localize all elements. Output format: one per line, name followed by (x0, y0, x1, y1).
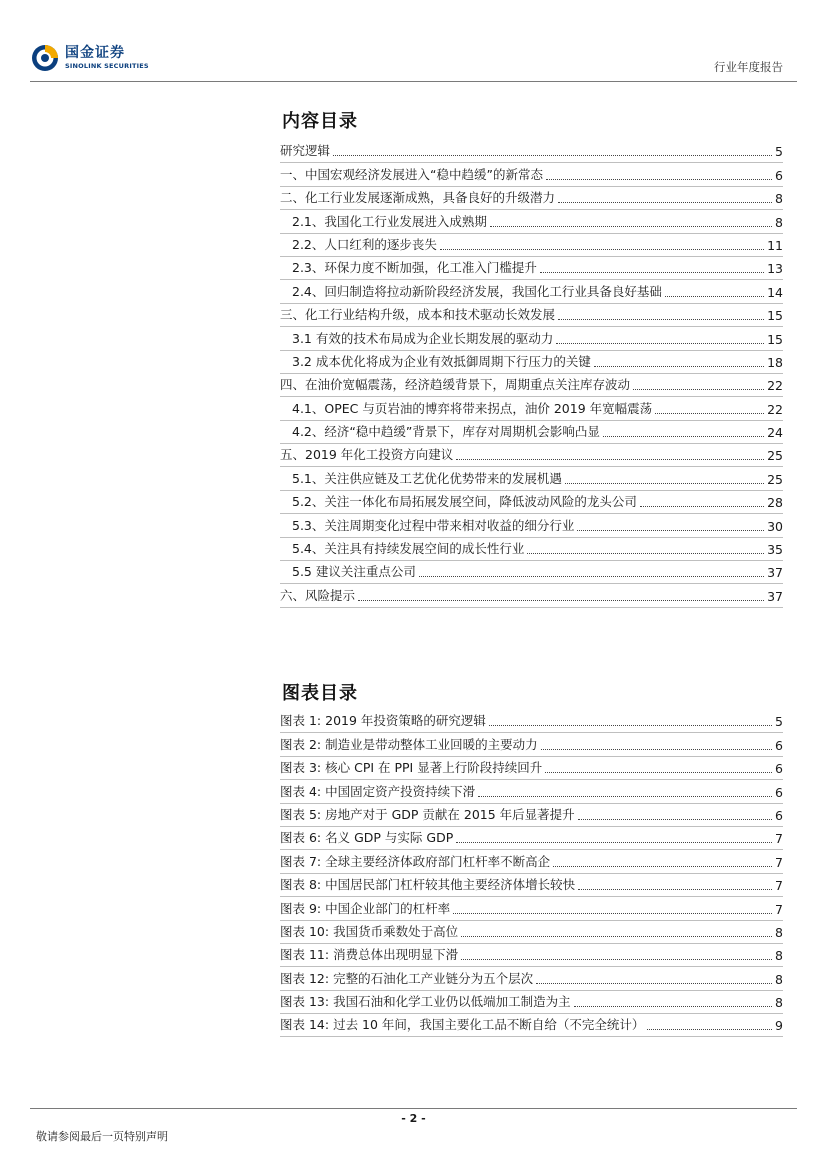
page-number: - 2 - (401, 1112, 426, 1125)
toc-entry-label: 2.1、我国化工行业发展进入成熟期 (292, 213, 487, 229)
dot-leader (545, 772, 772, 773)
toc-entry-label: 研究逻辑 (280, 143, 331, 159)
dot-leader (461, 936, 772, 937)
toc-entry-label: 4.2、经济“稳中趋缓”背景下，库存对周期机会影响凸显 (292, 424, 600, 440)
dot-leader (603, 436, 764, 437)
figure-entry-label: 图表 2: 制造业是带动整体工业回暖的主要动力 (280, 736, 538, 752)
contents-list (280, 140, 783, 608)
figure-entry[interactable] (280, 897, 783, 920)
dot-leader (456, 459, 764, 460)
figure-entry-page: 7 (775, 854, 783, 870)
figure-entry-label: 图表 11: 消费总体出现明显下滑 (280, 947, 459, 963)
dot-leader (536, 983, 772, 984)
figure-entry-page: 5 (775, 714, 783, 730)
figure-entry-label: 图表 14: 过去 10 年间，我国主要化工品不断自给（不完全统计） (280, 1017, 645, 1033)
figure-entry-label: 图表 7: 全球主要经济体政府部门杠杆率不断高企 (280, 853, 551, 869)
toc-entry-page: 35 (767, 542, 783, 558)
toc-entry-page: 28 (767, 495, 783, 511)
figure-entry-label: 图表 12: 完整的石油化工产业链分为五个层次 (280, 970, 534, 986)
dot-leader (647, 1029, 772, 1030)
figure-entry[interactable] (280, 780, 783, 803)
dot-leader (558, 319, 764, 320)
toc-entry-label: 六、风险提示 (280, 587, 356, 603)
figure-entry-page: 6 (775, 807, 783, 823)
figures-list (280, 710, 783, 1037)
toc-entry[interactable] (280, 538, 783, 561)
dot-leader (578, 889, 772, 890)
report-type-label: 行业年度报告 (714, 60, 783, 74)
toc-entry-label: 5.1、关注供应链及工艺优化优势带来的发展机遇 (292, 470, 562, 486)
dot-leader (594, 366, 764, 367)
dot-leader (577, 530, 764, 531)
figure-entry-page: 7 (775, 878, 783, 894)
dot-leader (556, 343, 764, 344)
figure-entry[interactable] (280, 850, 783, 873)
toc-entry[interactable] (280, 421, 783, 444)
toc-entry-label: 四、在油价宽幅震荡，经济趋缓背景下，周期重点关注库存波动 (280, 377, 631, 393)
toc-entry-page: 22 (767, 401, 783, 417)
toc-entry-page: 37 (767, 588, 783, 604)
toc-entry-page: 25 (767, 471, 783, 487)
toc-entry[interactable] (280, 467, 783, 490)
toc-entry-page: 24 (767, 425, 783, 441)
toc-entry-label: 5.2、关注一体化布局拓展发展空间，降低波动风险的龙头公司 (292, 494, 637, 510)
toc-entry-label: 一、中国宏观经济发展进入“稳中趋缓”的新常态 (280, 166, 543, 182)
toc-entry-page: 22 (767, 378, 783, 394)
figure-entry-label: 图表 3: 核心 CPI 在 PPI 显著上行阶段持续回升 (280, 760, 543, 776)
toc-entry-page: 8 (775, 214, 783, 230)
figure-entry-label: 图表 6: 名义 GDP 与实际 GDP (280, 830, 454, 846)
logo-english-name: SINOLINK SECURITIES (65, 62, 149, 71)
footer-divider (30, 1108, 797, 1109)
dot-leader (540, 272, 764, 273)
toc-entry-label: 2.4、回归制造将拉动新阶段经济发展，我国化工行业具备良好基础 (292, 283, 662, 299)
figure-entry[interactable] (280, 1014, 783, 1037)
toc-entry-label: 3.1 有效的技术布局成为企业长期发展的驱动力 (292, 330, 554, 346)
figure-entry-label: 图表 1: 2019 年投资策略的研究逻辑 (280, 713, 486, 729)
dot-leader (640, 506, 764, 507)
dot-leader (633, 389, 764, 390)
figure-entry-label: 图表 4: 中国固定资产投资持续下滑 (280, 783, 476, 799)
figure-entry-label: 图表 13: 我国石油和化学工业仍以低端加工制造为主 (280, 994, 571, 1010)
dot-leader (419, 576, 764, 577)
figure-entry-page: 9 (775, 1018, 783, 1034)
figure-entry-page: 8 (775, 948, 783, 964)
toc-entry-label: 三、化工行业结构升级，成本和技术驱动长效发展 (280, 307, 556, 323)
toc-entry-label: 2.3、环保力度不断加强，化工准入门槛提升 (292, 260, 537, 276)
toc-entry-page: 37 (767, 565, 783, 581)
figure-entry-page: 7 (775, 901, 783, 917)
dot-leader (527, 553, 764, 554)
figure-entry[interactable] (280, 967, 783, 990)
figure-entry[interactable] (280, 921, 783, 944)
toc-entry[interactable] (280, 444, 783, 467)
figure-entry-page: 8 (775, 924, 783, 940)
toc-entry[interactable] (280, 257, 783, 280)
toc-entry[interactable] (280, 234, 783, 257)
figure-entry[interactable] (280, 874, 783, 897)
toc-entry[interactable] (280, 187, 783, 210)
dot-leader (358, 600, 764, 601)
figure-entry-label: 图表 8: 中国居民部门杠杆较其他主要经济体增长较快 (280, 877, 576, 893)
dot-leader (546, 179, 772, 180)
toc-entry-page: 8 (775, 191, 783, 207)
toc-entry-label: 5.4、关注具有持续发展空间的成长性行业 (292, 541, 525, 557)
toc-entry[interactable] (280, 584, 783, 607)
dot-leader (655, 413, 764, 414)
toc-entry[interactable] (280, 304, 783, 327)
figure-entry-label: 图表 10: 我国货币乘数处于高位 (280, 923, 459, 939)
page-header (0, 0, 827, 90)
header-divider (30, 81, 797, 82)
toc-entry-label: 5.3、关注周期变化过程中带来相对收益的细分行业 (292, 517, 575, 533)
toc-entry-label: 4.1、OPEC 与页岩油的博弈将带来拐点，油价 2019 年宽幅震荡 (292, 400, 653, 416)
dot-leader (574, 1006, 772, 1007)
dot-leader (453, 913, 772, 914)
figure-entry-page: 7 (775, 831, 783, 847)
figure-entry-page: 6 (775, 761, 783, 777)
toc-entry-page: 6 (775, 167, 783, 183)
toc-entry[interactable] (280, 514, 783, 537)
toc-entry[interactable] (280, 327, 783, 350)
toc-entry[interactable] (280, 280, 783, 303)
figure-entry-page: 8 (775, 971, 783, 987)
toc-entry-label: 五、2019 年化工投资方向建议 (280, 447, 454, 463)
figure-entry-page: 6 (775, 737, 783, 753)
figure-entry-page: 6 (775, 784, 783, 800)
toc-entry[interactable] (280, 491, 783, 514)
dot-leader (578, 819, 772, 820)
dot-leader (553, 866, 772, 867)
toc-entry[interactable] (280, 397, 783, 420)
toc-entry[interactable] (280, 210, 783, 233)
disclaimer-text: 敬请参阅最后一页特别声明 (36, 1130, 168, 1143)
contents-title: 内容目录 (282, 111, 358, 132)
figure-entry[interactable] (280, 733, 783, 756)
dot-leader (440, 249, 764, 250)
toc-entry-page: 14 (767, 284, 783, 300)
toc-entry-page: 13 (767, 261, 783, 277)
company-logo (30, 43, 149, 73)
figure-entry[interactable] (280, 944, 783, 967)
toc-entry-page: 5 (775, 144, 783, 160)
dot-leader (565, 483, 764, 484)
figure-entry-label: 图表 9: 中国企业部门的杠杆率 (280, 900, 451, 916)
toc-entry-page: 15 (767, 308, 783, 324)
toc-entry[interactable] (280, 140, 783, 163)
dot-leader (541, 749, 772, 750)
dot-leader (489, 725, 772, 726)
toc-entry[interactable] (280, 351, 783, 374)
dot-leader (558, 202, 772, 203)
figure-entry[interactable] (280, 991, 783, 1014)
toc-entry-label: 二、化工行业发展逐渐成熟，具备良好的升级潜力 (280, 190, 556, 206)
figure-entry[interactable] (280, 757, 783, 780)
dot-leader (665, 296, 764, 297)
toc-entry-page: 25 (767, 448, 783, 464)
toc-entry-label: 3.2 成本优化将成为企业有效抵御周期下行压力的关键 (292, 353, 591, 369)
toc-entry-label: 2.2、人口红利的逐步丧失 (292, 236, 437, 252)
toc-entry[interactable] (280, 374, 783, 397)
dot-leader (490, 226, 772, 227)
dot-leader (456, 842, 772, 843)
figures-title: 图表目录 (282, 683, 358, 704)
dot-leader (333, 155, 772, 156)
figure-entry[interactable] (280, 827, 783, 850)
toc-entry-page: 11 (767, 237, 783, 253)
toc-entry[interactable] (280, 163, 783, 186)
toc-entry-page: 18 (767, 354, 783, 370)
toc-entry-page: 30 (767, 518, 783, 534)
figure-entry[interactable] (280, 804, 783, 827)
logo-chinese-name: 国金证券 (65, 45, 125, 62)
figure-entry[interactable] (280, 710, 783, 733)
sinolink-logo-icon (30, 43, 60, 73)
figure-entry-label: 图表 5: 房地产对于 GDP 贡献在 2015 年后显著提升 (280, 806, 575, 822)
toc-entry-page: 15 (767, 331, 783, 347)
dot-leader (478, 796, 772, 797)
dot-leader (461, 959, 772, 960)
figure-entry-page: 8 (775, 995, 783, 1011)
toc-entry[interactable] (280, 561, 783, 584)
toc-entry-label: 5.5 建议关注重点公司 (292, 564, 416, 580)
